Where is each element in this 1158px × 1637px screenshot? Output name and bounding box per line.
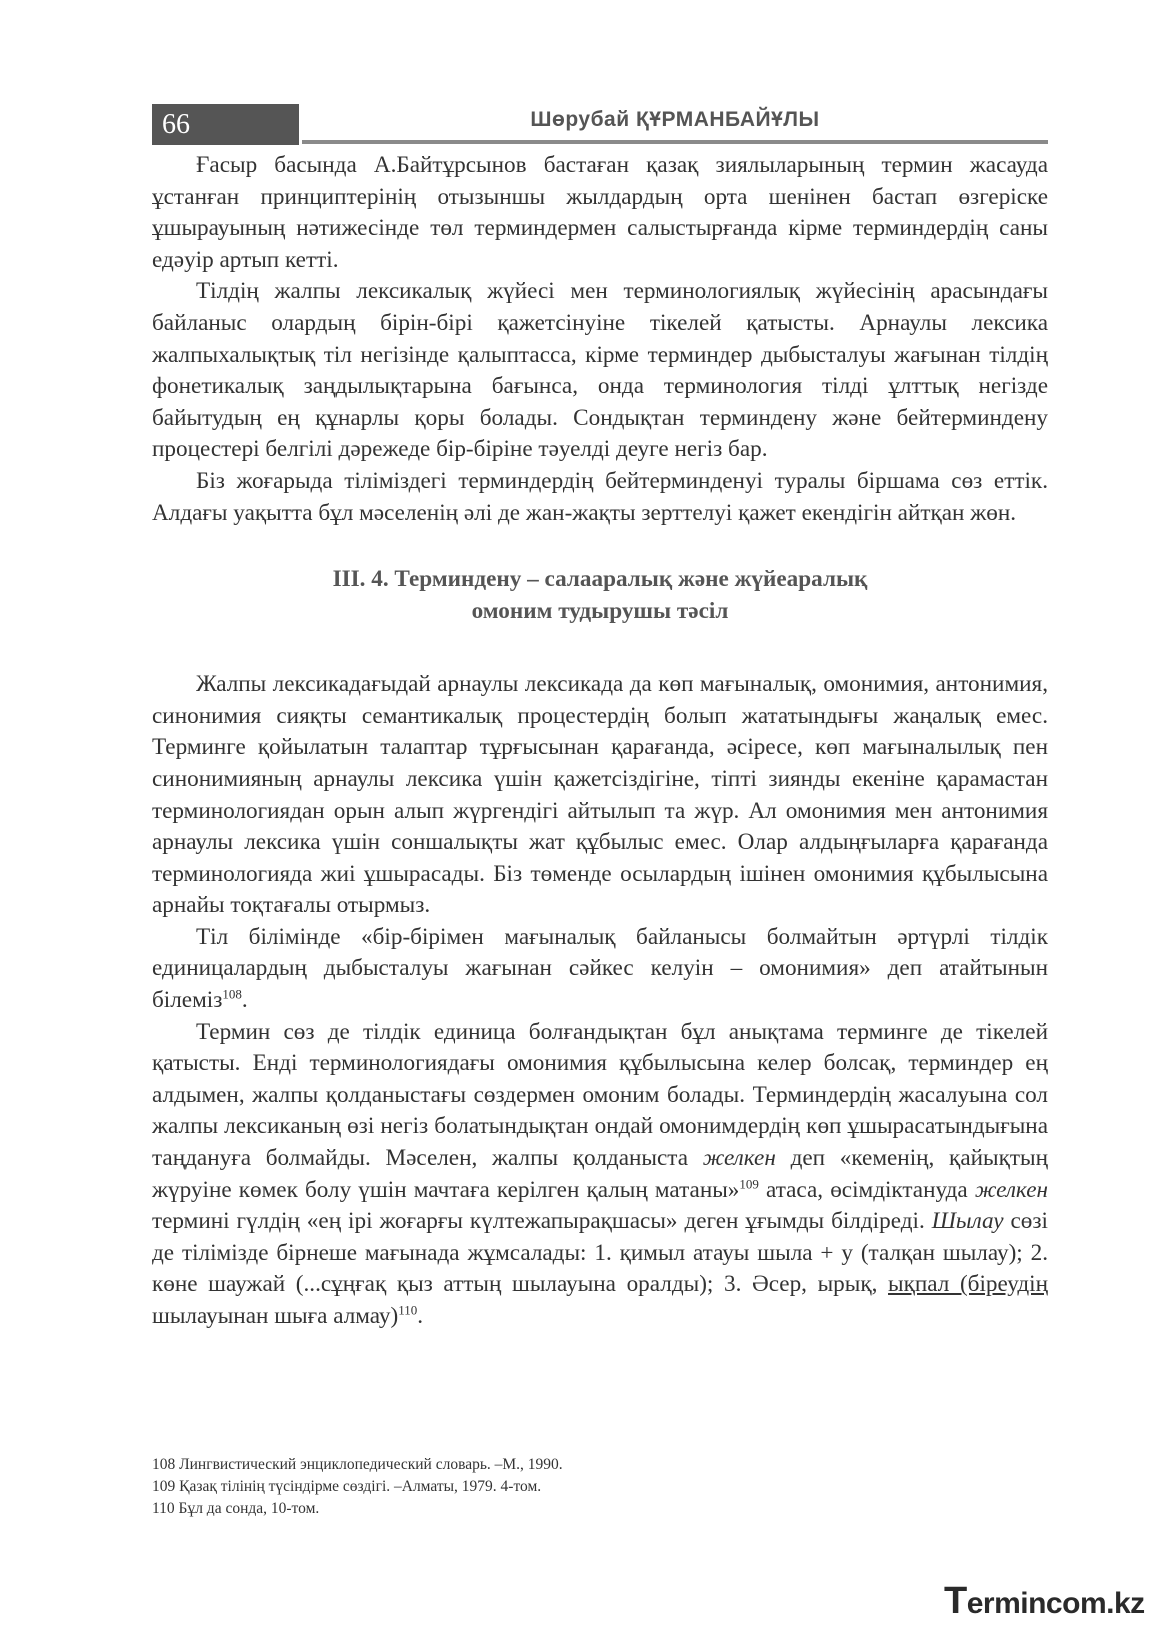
- section-heading-line-2: омоним тудырушы тәсіл: [471, 598, 729, 625]
- paragraph-6-part-2: деп «кеменің, қайықтың жүруіне көмек болу үшін мачтаға керілген қалың матаны»: [152, 1145, 1048, 1203]
- page-body: [152, 150, 1048, 1333]
- paragraph-5: [152, 922, 1048, 1017]
- paragraph-6: [152, 1017, 1048, 1333]
- paragraph-5-text: Тіл білімінде «бір-бірімен мағыналық байланысы болмайтын әртүрлі тілдік единицалардың дыбысталуы жағынан сәйкес келуін – омонимия» деп атайтынын білеміз: [152, 923, 1048, 1014]
- page-header: [152, 104, 1048, 146]
- footnote-ref-110[interactable]: 110: [398, 1302, 418, 1318]
- footnote-ref-108[interactable]: 108: [222, 986, 242, 1002]
- term-zhelken-1: желкен: [702, 1145, 776, 1172]
- paragraph-6-end: .: [417, 1303, 424, 1329]
- footnote-110: 110 Бұл да сонда, 10-том.: [152, 1500, 320, 1517]
- term-shylau: Шылау: [931, 1208, 1004, 1235]
- watermark-tail: m.kz: [1079, 1587, 1145, 1620]
- paragraph-6-part-6: шылауынан шыға алмау): [152, 1303, 399, 1329]
- paragraph-5-end: .: [241, 987, 248, 1014]
- footnote-ref-109[interactable]: 109: [739, 1175, 759, 1191]
- paragraph-1: Ғасыр басында А.Байтұрсынов бастаған қазақ зиялыларының термин жасауда ұстанған принциптерінің отызыншы жылдардың орта шенінен бастап өзгеріске ұшырауының нәтижесінде төл терминдермен салыстырғанда кірме терминдердің саны едәуір артып кетті.: [152, 152, 1048, 273]
- header-rule: [302, 140, 1048, 144]
- watermark-t: T: [944, 1580, 967, 1622]
- paragraph-6-part-4: термині гүлдің «ең ірі жоғарғы күлтежапырақшасы» деген ұғымды білдіреді.: [152, 1208, 932, 1235]
- footnote-109: 109 Қазақ тілінің түсіндірме сөздігі. –Алматы, 1979. 4-том.: [152, 1478, 542, 1495]
- paragraph-6-part-1: Термин сөз де тілдік единица болғандықтан бұл анықтама терминге де тікелей қатысты. Енді терминологиядағы омонимия құбылысына келер болсақ, терминдер ең алдымен, жалпы қолданыстағы сөздермен омоним болады. Терминдердің жасалуына сол жалпы лексиканың өзі негіз болатындықтан ондай омонимдердің көп ұшырасатындығына таңдануға болмайды. Мәселен, жалпы қолданыста: [152, 1018, 1048, 1172]
- section-heading-line-1: ІІІ. 4. Терминдену – салааралық және жүйеаралық: [332, 566, 868, 593]
- termincom-watermark-logo: [944, 1580, 1144, 1624]
- paragraph-6-part-5: сөзі де тілімізде бірнеше мағынада жұмсалады: 1. қимыл атауы шыла + у (талқан шылау); 2. көне шаужай (...сұңғақ қыз аттың шылауына оралды); 3. Әсер, ырық,: [152, 1208, 1048, 1298]
- footnote-108: 108 Лингвистический энциклопедический словарь. –М., 1990.: [152, 1456, 563, 1473]
- underlined-phrase: ықпал (біреудің: [888, 1271, 1048, 1298]
- term-zhelken-2: желкен: [974, 1176, 1048, 1203]
- watermark-rest: erminc: [966, 1587, 1063, 1620]
- section-heading: [152, 563, 1048, 627]
- watermark-o: o: [1062, 1587, 1080, 1620]
- paragraph-4: Жалпы лексикадағыдай арнаулы лексикада да көп мағыналық, омонимия, антонимия, синонимия сияқты семантикалық процестердің болып жататындығы жаңалық емес. Терминге қойылатын талаптар тұрғысынан қарағанда, әсіресе, көп мағыналылық пен синонимияның арнаулы лексика үшін қажетсіздігіне, тіпті зиянды екеніне қарамастан терминологиядан орын алып жүргендігі айтылып та жүр. Ал омонимия мен антонимия арнаулы лексика үшін соншалықты жат құбылыс емес. Олар алдыңғыларға қарағанда терминологияда жиі ұшырасады. Біз төменде осылардың ішінен омонимия құбылысына арнайы тоқтағалы отырмыз.: [152, 671, 1048, 919]
- footnotes: [152, 1454, 1048, 1520]
- paragraph-3: Біз жоғарыда тіліміздегі терминдердің бейтерминденуі туралы біршама сөз еттік. Алдағы уақытта бұл мәселенің әлі де жан-жақты зерттелуі қажет екендігін айтқан жөн.: [152, 467, 1048, 526]
- running-head-author: Шөрубай ҚҰРМАНБАЙҰЛЫ: [530, 108, 820, 131]
- paragraph-2: Тілдің жалпы лексикалық жүйесі мен терминологиялық жүйесінің арасындағы байланыс олардың бірін-бірі қажетсінуіне тікелей қатысты. Арнаулы лексика жалпыхалықтық тіл негізінде қалыптасса, кірме терминдер дыбысталуы жағынан тілдің фонетикалық заңдылықтарына бағынса, онда терминология тілді ұлттық негізде байытудың ең құнарлы қоры болады. Сондықтан терминдену және бейтерминдену процестері белгілі дәрежеде бір-біріне тәуелді деуге негіз бар.: [152, 278, 1048, 463]
- paragraph-6-part-3: атаса, өсімдіктануда: [758, 1176, 975, 1203]
- page-number: 66: [152, 104, 299, 145]
